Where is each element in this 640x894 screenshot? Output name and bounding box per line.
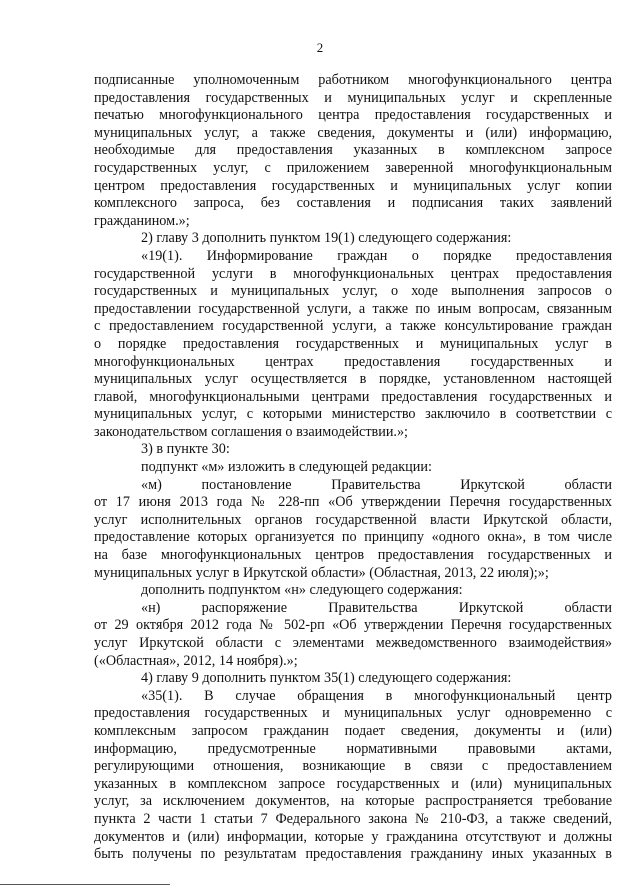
text-line: комплексным запросом гражданин подает сведения, документы и (или) [94, 722, 612, 739]
text-line: от 29 октября 2012 года № 502-рп «Об утверждении Перечня государственных [94, 617, 612, 634]
text-line: («Областная», 2012, 14 ноября).»; [94, 652, 298, 669]
text-line: информацию, предусмотренные нормативными правовыми актами, [94, 740, 612, 757]
text-line: муниципальных услуг, с которыми министерство заключило в соответствии с [94, 406, 612, 423]
page-number: 2 [316, 40, 324, 55]
text-line: услуг Иркутской области с элементами межведомственного взаимодействия» [94, 635, 612, 651]
text-line: пункта 2 части 1 статьи 7 Федерального закона № 210-ФЗ, а также сведений, [94, 810, 612, 827]
text-line: подпункт «м» изложить в следующей редакции: [141, 459, 432, 476]
text-line: услуг, за исключением документов, на которые распространяется требование [94, 793, 612, 810]
text-line: о порядке предоставления государственных и муниципальных услуг в [94, 335, 612, 352]
text-line: главой, многофункциональными центрами предоставления государственных и [94, 388, 612, 405]
text-line: 3) в пункте 30: [141, 441, 230, 458]
text-line: гражданином.»; [94, 212, 190, 229]
page-bottom-rule [0, 884, 170, 885]
text-line: муниципальных услуг осуществляется в порядке, установленном настоящей [94, 371, 612, 388]
text-line: от 17 июня 2013 года № 228-пп «Об утверждении Перечня государственных [94, 494, 612, 511]
text-line: «19(1). Информирование граждан о порядке предоставления [141, 247, 612, 264]
text-line: быть получены по результатам предоставления гражданину иных указанных в [94, 846, 612, 863]
text-line: государственных услуг, с приложением заверенной многофункциональным [94, 159, 612, 176]
text-line: документов и (или) информации, которые у гражданина отсутствуют и должны [94, 828, 612, 845]
text-line: предоставления государственных и муниципальных услуг одновременно с [94, 705, 612, 722]
text-line: муниципальных услуг, а также сведения, документы и (или) информацию, [94, 124, 612, 141]
text-line: необходимые для предоставления указанных в комплексном запросе [94, 142, 612, 159]
text-line: центром предоставления государственных и муниципальных услуг копии [94, 177, 612, 194]
text-line: с предоставлением государственной услуги, а также консультирование граждан [94, 318, 612, 335]
text-line: на базе многофункциональных центров предоставления государственных и [94, 547, 612, 564]
text-line: комплексного запроса, без составления и подписания таких заявлений [94, 195, 612, 212]
text-line: печатью многофункционального центра предоставления государственных и [94, 107, 612, 124]
text-line: 4) главу 9 дополнить пунктом 35(1) следующего содержания: [141, 670, 512, 687]
text-line: «35(1). В случае обращения в многофункциональный центр [141, 687, 612, 704]
text-line: предоставления государственных и муниципальных услуг и скрепленные [94, 89, 612, 106]
text-line: государственных и муниципальных услуг, о ходе выполнения запросов о [94, 283, 612, 300]
text-line: предоставлении государственной услуги, а также по иным вопросам, связанным [94, 300, 612, 317]
text-line: «м) постановление Правительства Иркутской области [141, 476, 612, 493]
text-line: государственной услуги в многофункциональных центрах предоставления [94, 265, 612, 282]
text-line: многофункциональных центрах предоставления государственных и [94, 353, 612, 370]
text-line: подписанные уполномоченным работником многофункционального центра [94, 72, 612, 88]
text-line: законодательством соглашения о взаимодействии.»; [94, 423, 408, 440]
document-body [94, 72, 612, 864]
text-line: предоставление которых организуется по принципу «одного окна», в том числе [94, 529, 612, 546]
text-line: 2) главу 3 дополнить пунктом 19(1) следующего содержания: [141, 230, 512, 247]
text-line: «н) распоряжение Правительства Иркутской области [141, 599, 612, 616]
text-line: муниципальных услуг в Иркутской области» (Областная, 2013, 22 июля);»; [94, 564, 549, 581]
text-line: услуг исполнительных органов государственной власти Иркутской области, [94, 511, 612, 528]
text-line: указанных в комплексном запросе государственных и (или) муниципальных [94, 775, 612, 792]
text-line: регулирующими отношения, возникающие в связи с предоставлением [94, 758, 612, 775]
text-line: дополнить подпунктом «н» следующего содержания: [141, 582, 463, 599]
